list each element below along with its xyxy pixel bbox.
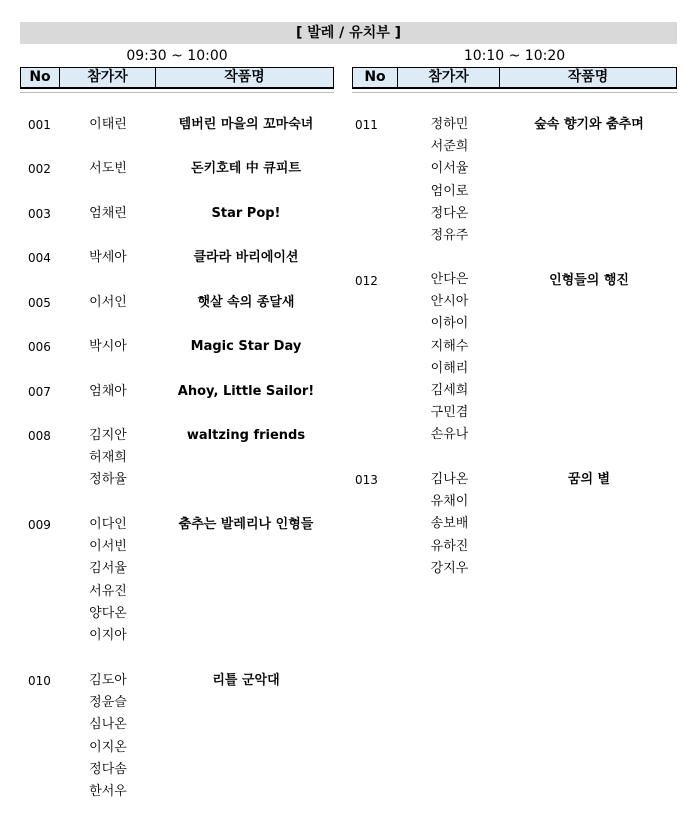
work-title: 템버린 마을의 꼬마숙녀	[178, 117, 314, 132]
participant-name: 서준희	[430, 139, 469, 155]
entry-number: 009	[28, 518, 51, 532]
participant-name: 정하민	[430, 117, 469, 132]
header-no: No	[21, 68, 60, 87]
participant-name: 정다온	[430, 205, 469, 221]
participant-name: 안다은	[430, 272, 469, 287]
entry-number: 005	[28, 296, 51, 310]
entry-number: 002	[28, 162, 51, 176]
participant-name: 김서율	[89, 561, 127, 577]
participant-name: 이서율	[430, 161, 469, 177]
entry-number: 006	[28, 340, 51, 354]
work-title: 리틀 군악대	[212, 673, 280, 688]
entry-number: 010	[28, 674, 51, 688]
participant-name: 유채이	[430, 494, 469, 510]
entry-number: 012	[355, 274, 378, 288]
header-participant: 참가자	[60, 68, 156, 87]
header-participant: 참가자	[398, 68, 500, 87]
participant-name: 강지우	[430, 560, 469, 576]
participant-name: 구민겸	[430, 405, 469, 421]
entry-number: 004	[28, 251, 51, 265]
header-work: 작품명	[567, 69, 609, 85]
participant-name: 유하진	[430, 538, 469, 554]
participant-name: 이태린	[89, 117, 127, 132]
participant-name: 지해수	[430, 338, 469, 354]
entry-number: 007	[28, 385, 51, 399]
participant-name: 서도빈	[89, 161, 127, 176]
left-time-slot: 09:30 ~ 10:00	[126, 48, 228, 64]
participant-name: 이서인	[89, 295, 127, 310]
header-no: No	[353, 68, 398, 87]
participant-name: 정윤슬	[89, 695, 127, 711]
participant-name: 손유나	[430, 427, 469, 443]
left-table-header	[20, 67, 334, 89]
header-work: 작품명	[224, 69, 265, 85]
participant-name: 이지아	[89, 628, 127, 643]
participant-name: 박시아	[89, 339, 127, 354]
participant-name: 이하이	[430, 316, 469, 332]
participant-name: 정다솜	[89, 761, 127, 777]
work-title: 춤추는 발레리나 인형들	[178, 517, 314, 532]
participant-name: 이해리	[430, 360, 469, 376]
work-title: 햇살 속의 종달새	[197, 295, 295, 310]
right-table-header	[352, 67, 677, 89]
work-title: waltzing friends	[186, 428, 306, 443]
section-banner: [ 발레 / 유치부 ]	[20, 22, 677, 44]
participant-name: 이지온	[89, 739, 127, 755]
participant-name: 박세아	[89, 250, 127, 265]
participant-name: 한서우	[89, 784, 127, 799]
work-title: Ahoy, Little Sailor!	[177, 384, 315, 399]
participant-name: 엄채아	[89, 384, 127, 399]
participant-name: 정유주	[430, 228, 469, 243]
participant-name: 김지안	[89, 428, 127, 443]
participant-name: 정하율	[89, 472, 127, 488]
work-title: 꿈의 별	[567, 472, 611, 487]
participant-name: 이서빈	[89, 539, 127, 555]
work-title: 돈키호테 中 큐피트	[191, 161, 301, 176]
participant-name: 엄채린	[89, 206, 127, 221]
participant-name: 김세희	[430, 383, 469, 398]
participant-name: 송보배	[430, 516, 469, 532]
participant-name: 심나온	[89, 717, 127, 733]
right-header-rule	[352, 92, 677, 93]
work-title: Magic Star Day	[190, 339, 302, 354]
left-header-rule	[20, 92, 334, 93]
participant-name: 김나온	[430, 472, 469, 487]
work-title: 클라라 바리에이션	[193, 250, 299, 265]
participant-name: 엄이로	[430, 183, 469, 199]
participant-name: 서유진	[89, 583, 127, 599]
participant-name: 양다온	[89, 605, 127, 621]
participant-name: 이다인	[89, 517, 127, 532]
entry-number: 008	[28, 429, 51, 443]
work-title: Star Pop!	[211, 206, 281, 221]
entry-number: 003	[28, 207, 51, 221]
right-time-slot: 10:10 ~ 10:20	[463, 48, 566, 64]
entry-number: 011	[355, 118, 378, 132]
work-title: 숲속 향기와 춤추며	[534, 117, 644, 132]
participant-name: 김도아	[89, 673, 127, 688]
entry-number: 013	[355, 473, 378, 487]
entry-number: 001	[28, 118, 51, 132]
work-title: 인형들의 행진	[549, 273, 629, 288]
participant-name: 허재희	[89, 450, 127, 466]
participant-name: 안시아	[430, 294, 469, 310]
